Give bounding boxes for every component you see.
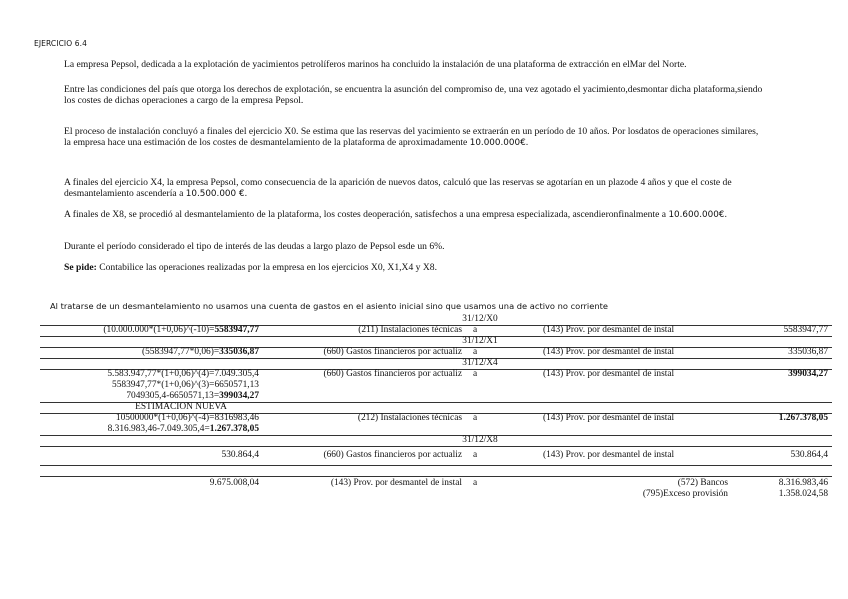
connector: a <box>473 347 478 357</box>
debit-account: (143) Prov. por desmantel de instal <box>330 478 462 488</box>
paragraph-6: Durante el período considerado el tipo de interés de las deudas a largo plazo de Pepsol esde un 6%. <box>64 241 445 252</box>
calc-cell: 5583947,77*(1+0,06)^(3)=6650571,13 <box>112 380 259 390</box>
paragraph-5-amount: 10.600.000€. <box>668 210 728 220</box>
divider <box>40 465 832 466</box>
task-text: Contabilice las operaciones realizadas por la empresa en los ejercicios X0, X1,X4 y X8. <box>99 262 437 273</box>
amount: 1.358.024,58 <box>778 489 828 499</box>
paragraph-7 <box>64 262 764 273</box>
paragraph-4-amount: 10.500.000 €. <box>185 189 248 199</box>
paragraph-5 <box>64 209 764 221</box>
exercise-heading: EJERCICIO 6.4 <box>34 39 87 48</box>
journal-table <box>40 314 832 500</box>
table-row <box>40 413 832 424</box>
amount: 335036,87 <box>788 347 828 357</box>
credit-account: (143) Prov. por desmantel de instal <box>543 369 675 379</box>
debit-account: (660) Gastos financieros por actualiz <box>323 450 462 460</box>
calc-cell: (10.000.000*(1+0,06)^(-10)=5583947,77 <box>103 325 259 335</box>
date-x1: 31/12/X1 <box>462 336 498 346</box>
date-row <box>40 435 832 446</box>
credit-account: (143) Prov. por desmantel de instal <box>543 450 675 460</box>
amount: 1.267.378,05 <box>778 413 828 423</box>
connector: a <box>473 325 478 335</box>
amount: 5583947,77 <box>783 325 828 335</box>
date-row <box>40 314 832 325</box>
paragraph-4-text: A finales del ejercicio X4, la empresa Pepsol, como consecuencia de la aparición de nuevos datos, calculó que las reservas se agotarían en un plazode 4 años y que el coste de desmantelamiento ascendería a <box>64 177 732 199</box>
debit-account: (211) Instalaciones técnicas <box>358 325 462 335</box>
divider <box>40 446 832 447</box>
credit-account: (143) Prov. por desmantel de instal <box>543 413 675 423</box>
paragraph-5-text: A finales de X8, se procedió al desmantelamiento de la plataforma, los costes deoperación, satisfechos a una empresa especializada, ascendieronfinalmente a <box>64 209 667 220</box>
credit-account: (795)Exceso provisión <box>642 489 728 499</box>
calc-cell: 8.316.983,46-7.049.305,4=1.267.378,05 <box>107 424 259 434</box>
calc-cell: 9.675.008,04 <box>209 478 259 488</box>
debit-account: (660) Gastos financieros por actualiz <box>323 347 462 357</box>
paragraph-3-amount: 10.000.000€. <box>469 138 529 148</box>
table-row <box>40 489 832 500</box>
divider <box>40 476 832 477</box>
date-x8: 31/12/X8 <box>462 435 498 445</box>
credit-account: (572) Bancos <box>677 478 728 488</box>
calc-cell: 7049305,4-6650571,13=399034,27 <box>126 391 259 401</box>
connector: a <box>473 369 478 379</box>
table-row <box>40 325 832 336</box>
calc-cell: (5583947,77*0,06)=335036,87 <box>142 347 259 357</box>
date-x4: 31/12/X4 <box>462 358 498 368</box>
table-row <box>40 450 832 461</box>
table-row <box>40 369 832 380</box>
table-row <box>40 347 832 358</box>
paragraph-4 <box>64 177 764 200</box>
debit-account: (660) Gastos financieros por actualiz <box>323 369 462 379</box>
credit-account: (143) Prov. por desmantel de instal <box>543 347 675 357</box>
calc-cell: 10500000*(1+0,06)^(-4)=8316983,46 <box>115 413 259 423</box>
task-label: Se pide: <box>64 262 97 273</box>
connector: a <box>473 450 478 460</box>
table-row <box>40 380 832 391</box>
amount: 530.864,4 <box>790 450 828 460</box>
credit-account: (143) Prov. por desmantel de instal <box>543 325 675 335</box>
calc-cell: 530.864,4 <box>221 450 259 460</box>
paragraph-1: La empresa Pepsol, dedicada a la explotación de yacimientos petrolíferos marinos ha concluido la instalación de una plataforma de extracción en elMar del Norte. <box>64 59 687 70</box>
estimation-row <box>40 402 832 413</box>
paragraph-3 <box>64 126 764 149</box>
paragraph-3-text: El proceso de instalación concluyó a finales del ejercicio X0. Se estima que las reservas del yacimiento se extraerán en un período de 10 años. Por losdatos de operaciones similares, la empresa hace una estimación de los costes de desmantelamiento de la plataforma de aproximadamente <box>64 126 759 148</box>
table-row <box>40 424 832 435</box>
amount: 399034,27 <box>788 369 828 379</box>
table-row <box>40 478 832 489</box>
date-x0: 31/12/X0 <box>462 314 498 324</box>
estimation-label: ESTIMACION NUEVA <box>135 402 227 412</box>
debit-account: (212) Instalaciones técnicas <box>357 413 462 423</box>
connector: a <box>473 478 478 488</box>
connector: a <box>473 413 478 423</box>
amount: 8.316.983,46 <box>778 478 828 488</box>
table-row <box>40 391 832 402</box>
date-row <box>40 336 832 347</box>
calc-cell: 5.583.947,77*(1+0,06)^(4)=7.049.305,4 <box>107 369 259 379</box>
note-text: Al tratarse de un desmantelamiento no usamos una cuenta de gastos en el asiento inicial sino que usamos una de activo no corriente <box>50 301 608 311</box>
date-row <box>40 358 832 369</box>
paragraph-2: Entre las condiciones del país que otorga los derechos de explotación, se encuentra la asunción del compromiso de, una vez agotado el yacimiento,desmontar dicha plataforma,siendo los costes de dichas operaciones a cargo de la empresa Pepsol. <box>64 84 763 106</box>
